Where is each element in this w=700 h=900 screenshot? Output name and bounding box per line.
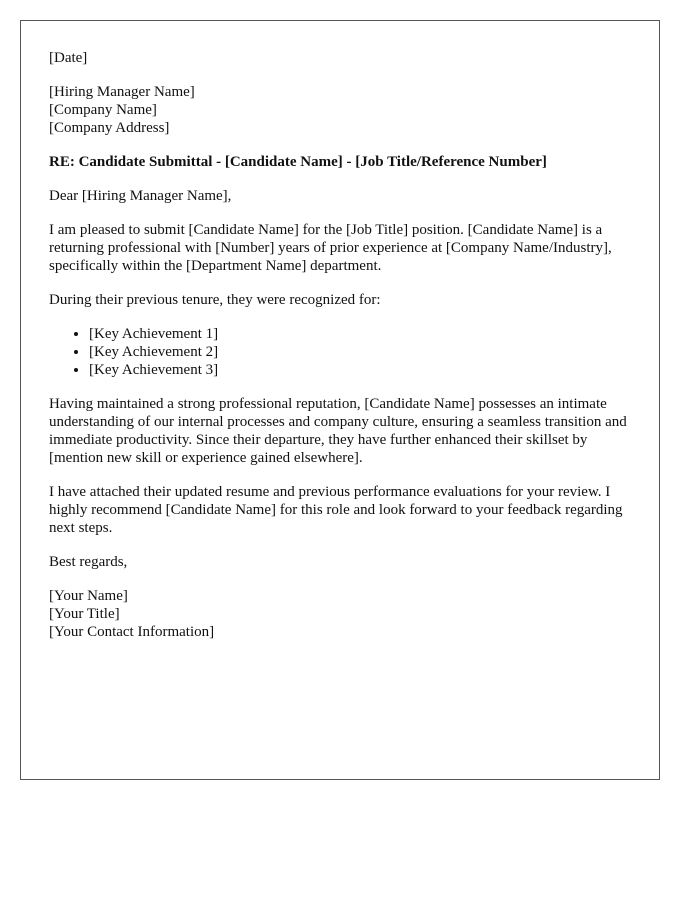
closing: Best regards,	[49, 554, 128, 570]
achievement-item: • [Key Achievement 3]	[89, 361, 631, 379]
recipient-company: [Company Name]	[49, 102, 157, 118]
signature-name: [Your Name]	[49, 588, 128, 604]
body-paragraph-1: I am pleased to submit [Candidate Name] for the [Job Title] position. [Candidate Name] is a returning professional with [Number] years of prior experience at [Company Name/Industry], specifically within the [Department Name] department.	[49, 222, 612, 274]
subject-line: RE: Candidate Submittal - [Candidate Name] - [Job Title/Reference Number]	[49, 154, 547, 170]
signature-block	[49, 587, 631, 641]
signature-contact: [Your Contact Information]	[49, 624, 215, 640]
recipient-name: [Hiring Manager Name]	[49, 84, 195, 100]
body-paragraph-3: Having maintained a strong professional reputation, [Candidate Name] possesses an intimate understanding of our internal processes and company culture, ensuring a seamless transition and immediate productivity. Since their departure, they have further enhanced their skillset by [mention new skill or experience gained elsewhere].	[49, 396, 627, 466]
achievement-list	[49, 325, 631, 379]
achievement-item: • [Key Achievement 1]	[89, 325, 631, 343]
letter-document	[20, 20, 660, 780]
body-paragraph-4: I have attached their updated resume and previous performance evaluations for your review. I highly recommend [Candidate Name] for this role and look forward to your feedback regarding next steps.	[49, 484, 623, 536]
recipient-block	[49, 83, 631, 137]
letter-date: [Date]	[49, 50, 88, 66]
recipient-address: [Company Address]	[49, 120, 170, 136]
achievement-item: • [Key Achievement 2]	[89, 343, 631, 361]
body-paragraph-2: During their previous tenure, they were recognized for:	[49, 292, 381, 308]
signature-title: [Your Title]	[49, 606, 120, 622]
salutation: Dear [Hiring Manager Name],	[49, 188, 232, 204]
